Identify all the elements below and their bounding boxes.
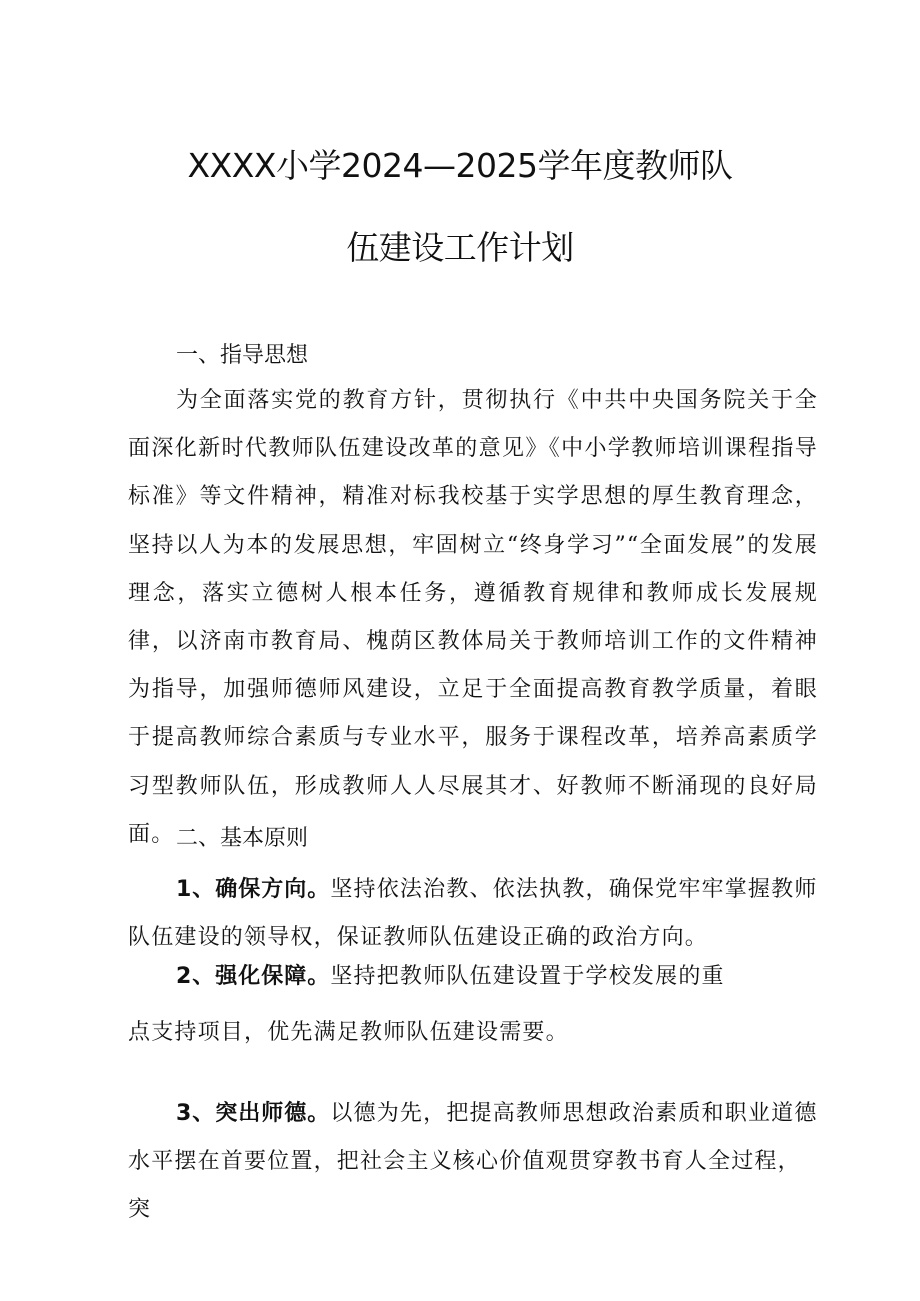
principle-item-1-text: 坚持依法治教、依法执教，确保党牢牢掌握教师队伍建设的领导权，保证教师队伍建设正确的政治方向。 <box>128 877 818 951</box>
principle-item-3 <box>128 1090 818 1235</box>
principle-item-3-text: 以德为先，把提高教师思想政治素质和职业道德水平摆在首要位置，把社会主义核心价值观贯穿教书育人全过程，突 <box>128 1101 818 1223</box>
principle-item-2-line-1 <box>176 962 818 992</box>
principle-item-2-text-a: 坚持把教师队伍建设置于学校发展的重 <box>330 964 725 989</box>
principle-item-2-label: 2、强化保障。 <box>176 964 331 989</box>
document-title-line-1: XXXX小学2024—2025学年度教师队 <box>187 146 733 185</box>
guiding-ideology-paragraph: 为全面落实党的教育方针，贯彻执行《中共中央国务院关于全面深化新时代教师队伍建设改革的意见》《中小学教师培训课程指导标准》等文件精神，精准对标我校基于实学思想的厚生教育理念，坚持以人为本的发展思想，牢固树立“终身学习”“全面发展”的发展理念，落实立德树人根本任务，遵循教育规律和教师成长发展规律，以济南市教育局、槐荫区教体局关于教师培训工作的文件精神为指导，加强师德师风建设，立足于全面提高教育教学质量，着眼于提高教师综合素质与专业水平，服务于课程改革，培养高素质学习型教师队伍，形成教师人人尽展其才、好教师不断涌现的良好局面。 <box>128 388 818 847</box>
principle-item-3-label: 3、突出师德。 <box>176 1101 331 1126</box>
document-title-line-2: 伍建设工作计划 <box>346 228 574 267</box>
section-heading-basic-principles: 二、基本原则 <box>176 826 309 851</box>
principle-item-2-line-2: 点支持项目，优先满足教师队伍建设需要。 <box>128 1020 569 1045</box>
principle-item-1-label: 1、确保方向。 <box>176 877 331 902</box>
section-heading-guiding-ideology: 一、指导思想 <box>176 343 309 368</box>
principle-item-1 <box>128 866 818 962</box>
